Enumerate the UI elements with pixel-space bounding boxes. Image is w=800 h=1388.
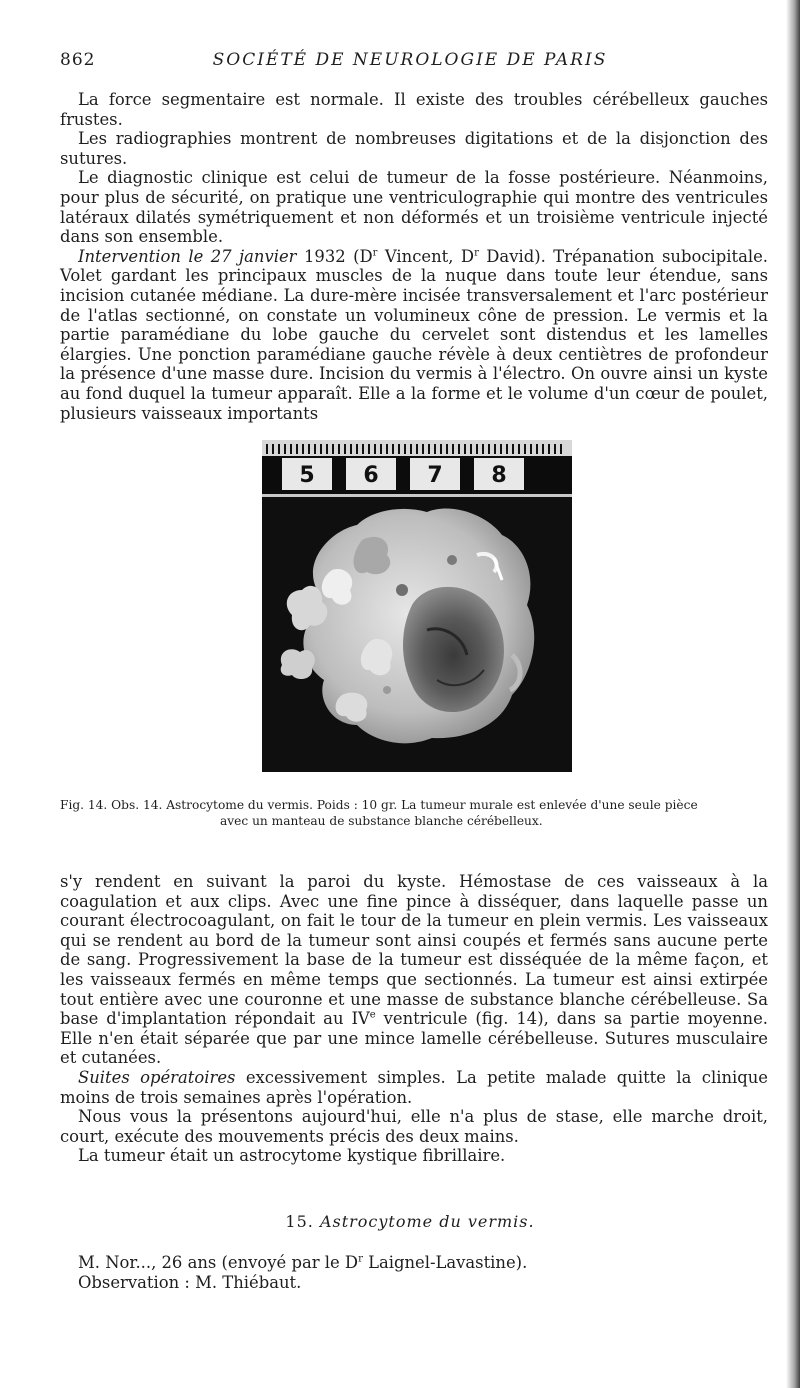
section-title-text: Astrocytome du vermis. (319, 1212, 535, 1231)
paragraph-radiographs: Les radiographies montrent de nombreuses digitations et de la disjonction des sutures. (60, 129, 768, 168)
section-number: 15. (285, 1212, 314, 1231)
ruler-number-5: 5 (299, 463, 315, 488)
page-header (60, 50, 760, 76)
ruler-number-7: 7 (427, 463, 443, 488)
observation-block (60, 1253, 768, 1293)
body-text-top (60, 90, 768, 423)
page-number: 862 (60, 50, 96, 70)
running-title: SOCIÉTÉ DE NEUROLOGIE DE PARIS (212, 50, 608, 70)
figure-caption (60, 797, 770, 829)
ruler-number-8: 8 (491, 463, 507, 488)
paragraph-vessels: s'y rendent en suivant la paroi du kyste. Hémostase de ces vaisseaux à la coagulation et aux clips. Avec une fine pince à disséquer, dans laquelle passe un courant électrocoagulant, on fait le tour de la tumeur en plein vermis. Les vaisseaux qui se rendent au bord de la tumeur sont ainsi coupés et fermés sans aucune perte de sang. Progressivement la base de la tumeur est disséquée de la même façon, et les vaisseaux fermés en même temps que sectionnés. La tumeur est ainsi extirpée tout entière avec une couronne et une masse de substance blanche cérébelleuse. Sa base d'implantation répondait au IVe ventricule (fig. 14), dans sa partie moyenne. Elle n'en était séparée que par une mince lamelle cérébelleuse. Sutures musculaire et cutanées. (60, 872, 768, 1068)
body-text-bottom (60, 872, 768, 1166)
intervention-label: Intervention le 27 janvier (78, 246, 297, 266)
paragraph-postoperative: Suites opératoires excessivement simples. La petite malade quitte la clinique moins de trois semaines après l'opération. (60, 1067, 768, 1107)
paragraph-segmental-force: La force segmentaire est normale. Il existe des troubles cérébelleux gauches frustes. (60, 90, 768, 129)
caption-line-1: Fig. 14. Obs. 14. Astrocytome du vermis. Poids : 10 gr. La tumeur murale est enlevée d'une seule pièce (60, 798, 698, 812)
tumor-photograph (262, 440, 572, 772)
paragraph-intervention: Intervention le 27 janvier 1932 ($D^r$ Vincent, $D^r$ David). Trépanation subocipitale. Volet gardant les principaux muscles de la nuque dans toute leur étendue, sans incision cutanée médiane. La dure-mère incisée transversalement et l'arc postérieur de l'atlas sectionné, on constate un volumineux cône de pression. Le vermis et la partie paramédiane du lobe gauche du cervelet sont distendus et les lamelles élargies. Une ponction paramédiane gauche révèle à deux centiètres de profondeur la présence d'une masse dure. Incision du vermis à l'électro. On ouvre ainsi un kyste au fond duquel la tumeur apparaît. Elle a la forme et le volume d'un cœur de poulet, plusieurs vaisseaux importants (60, 246, 768, 423)
page-edge-shadow (786, 0, 800, 1388)
paragraph-presentation: Nous vous la présentons aujourd'hui, elle n'a plus de stase, elle marche droit, court, exécute des mouvements précis des deux mains. (60, 1107, 768, 1146)
ruler-number-6: 6 (363, 463, 379, 488)
observation-author: Observation : M. Thiébaut. (78, 1273, 302, 1292)
postoperative-label: Suites opératoires (78, 1067, 236, 1087)
paragraph-diagnosis-final: La tumeur était un astrocytome kystique fibrillaire. (78, 1146, 506, 1166)
caption-line-2: avec un manteau de substance blanche cérébelleux. (220, 814, 543, 828)
paragraph-diagnosis: Le diagnostic clinique est celui de tumeur de la fosse postérieure. Néanmoins, pour plus de sécurité, on pratique une ventriculographie qui montre des ventricules latéraux dilatés symétriquement et non déformés et un troisième ventricule injecté dans son ensemble. (60, 168, 768, 247)
observation-patient: M. Nor..., 26 ans (envoyé par le $D^r$ Laignel-Lavastine). (78, 1253, 528, 1272)
section-heading (60, 1212, 760, 1231)
